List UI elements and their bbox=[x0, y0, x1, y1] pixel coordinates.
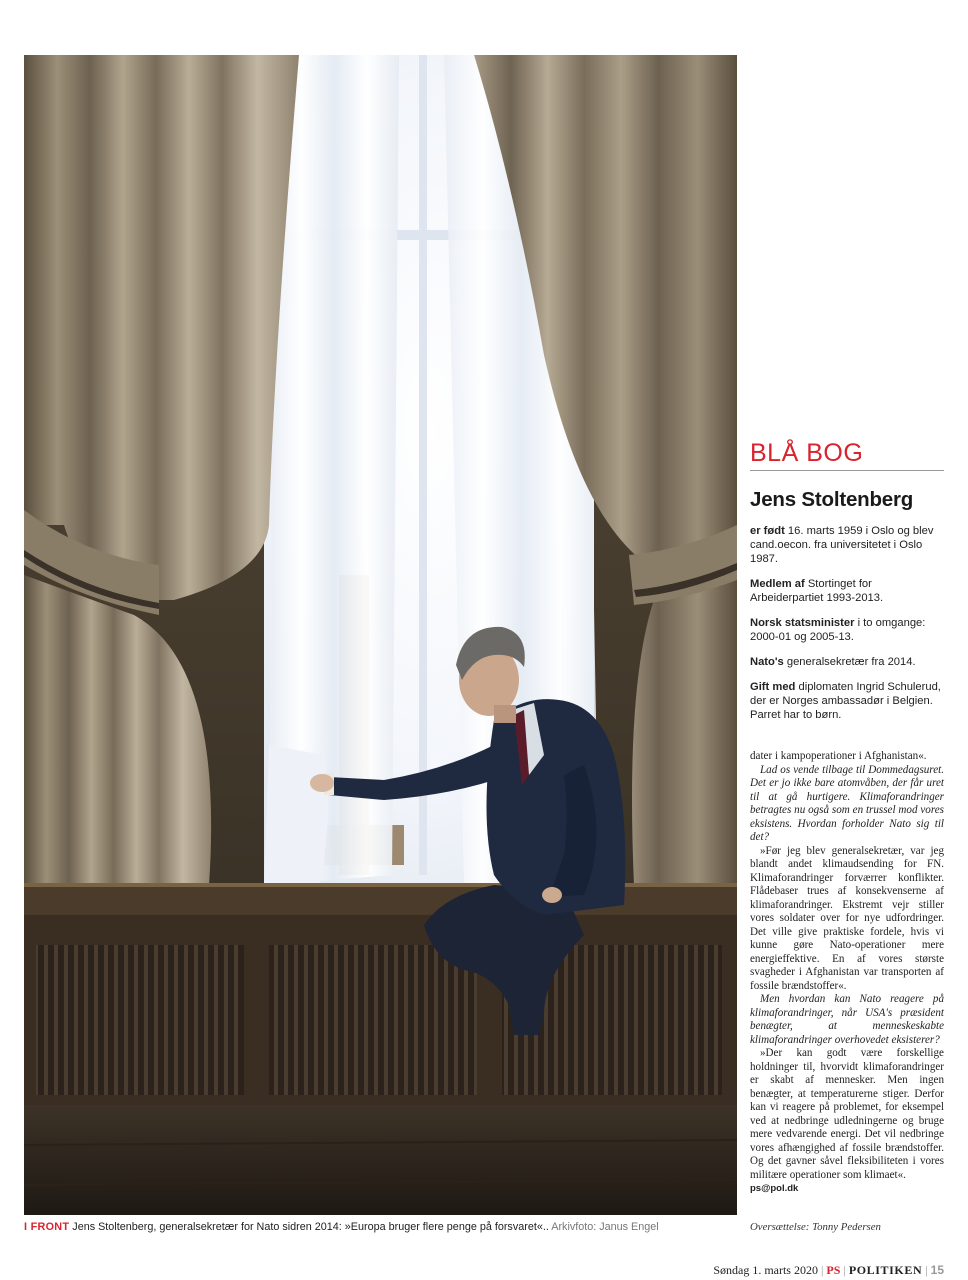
article-paragraph: »Der kan godt være forskellige holdninger til, hvorvidt klimaforandringer er skabt af mennesker. Men ingen benægter, at temperaturerne stiger. Derfor kan vi reagere på problemet, for eksempel ved at nedbringe udledningerne og bruge mere vedvarende energi. Det vil nedbringe vores afhængighed af fossile brændstoffer. Og det gavner såvel fleksibiliteten i vores militære operationer som klimaet«. bbox=[750, 1047, 944, 1181]
author-email: ps@pol.dk bbox=[750, 1183, 799, 1194]
bio-item-lead: Nato's bbox=[750, 656, 784, 668]
article-column bbox=[750, 750, 944, 1196]
bio-item-text: diplomaten Ingrid Schulerud, der er Norges ambassadør i Belgien. Parret har to børn. bbox=[750, 681, 941, 721]
bio-item-lead: Gift med bbox=[750, 681, 796, 693]
bio-item-text: 16. marts 1959 i Oslo og blev cand.oecon. fra universitetet i Oslo 1987. bbox=[750, 525, 934, 565]
bio-sidebar bbox=[750, 438, 944, 722]
article-paragraph: dater i kampoperationer i Afghanistan«. bbox=[750, 750, 927, 762]
bio-name: Jens Stoltenberg bbox=[750, 488, 914, 511]
footer-paper-name: POLITIKEN bbox=[848, 1263, 923, 1277]
footer-separator: | bbox=[820, 1263, 824, 1277]
footer-date: Søndag 1. marts 2020 bbox=[713, 1263, 818, 1277]
bio-item-member bbox=[750, 577, 944, 605]
photo-caption bbox=[24, 1220, 739, 1234]
bio-section-title: BLÅ BOG bbox=[750, 438, 944, 471]
caption-label: I FRONT bbox=[24, 1221, 70, 1233]
bio-item-married bbox=[750, 680, 944, 722]
footer-separator: | bbox=[925, 1263, 928, 1277]
footer-separator: | bbox=[843, 1263, 846, 1277]
bio-item-text: generalsekretær fra 2014. bbox=[783, 656, 916, 668]
interview-question: Men hvordan kan Nato reagere på klimaforandringer, når USA's præsident benægter, at menneskeskabte klimaforandringer overhovedet eksisterer? bbox=[750, 993, 944, 1046]
stoltenberg-window-photo bbox=[24, 55, 737, 1215]
page-footer bbox=[713, 1263, 944, 1278]
bio-item-lead: Medlem af bbox=[750, 578, 805, 590]
caption-text: Jens Stoltenberg, generalsekretær for Nato sidren 2014: »Europa bruger flere penge på forsvaret«.. bbox=[69, 1221, 549, 1233]
bio-item-text: Stortinget for Arbeiderpartiet 1993-2013. bbox=[750, 578, 884, 604]
bio-item-lead: Norsk statsminister bbox=[750, 617, 855, 629]
translation-credit: Oversættelse: Tonny Pedersen bbox=[750, 1221, 881, 1233]
footer-section: PS bbox=[826, 1263, 841, 1277]
bio-item-nato bbox=[750, 655, 944, 669]
bio-item-text: i to omgange: 2000-01 og 2005-13. bbox=[750, 617, 926, 643]
bio-item-prime-minister bbox=[750, 616, 944, 644]
page-number: 15 bbox=[930, 1263, 944, 1277]
article-paragraph: »Før jeg blev generalsekretær, var jeg blandt andet klimaudsending for FN. Klimaforandringer forværrer konflikter. Flådebaser trues af konsekvenserne af klimaforandringer. Ekstremt vejr stiller vores soldater over for nye udfordringer. Det ville give praktiske fordele, hvis vi kunne gøre Nato-operationer mere energieffektive. En af vores største svagheder i Afghanistan var transporten af fossile brændstoffer«. bbox=[750, 844, 944, 992]
bio-item-born bbox=[750, 524, 944, 566]
interview-question: Lad os vende tilbage til Dommedagsuret. Det er jo ikke bare atomvåben, der får uret til at gå hurtigere. Klimaforandringer betragtes nu også som en trussel mod vores eksistens. Hvordan forholder Nato sig til det? bbox=[750, 763, 944, 843]
photo-credit: Arkivfoto: Janus Engel bbox=[548, 1221, 659, 1233]
article-photo bbox=[24, 55, 737, 1215]
bio-item-lead: er født bbox=[750, 525, 785, 537]
